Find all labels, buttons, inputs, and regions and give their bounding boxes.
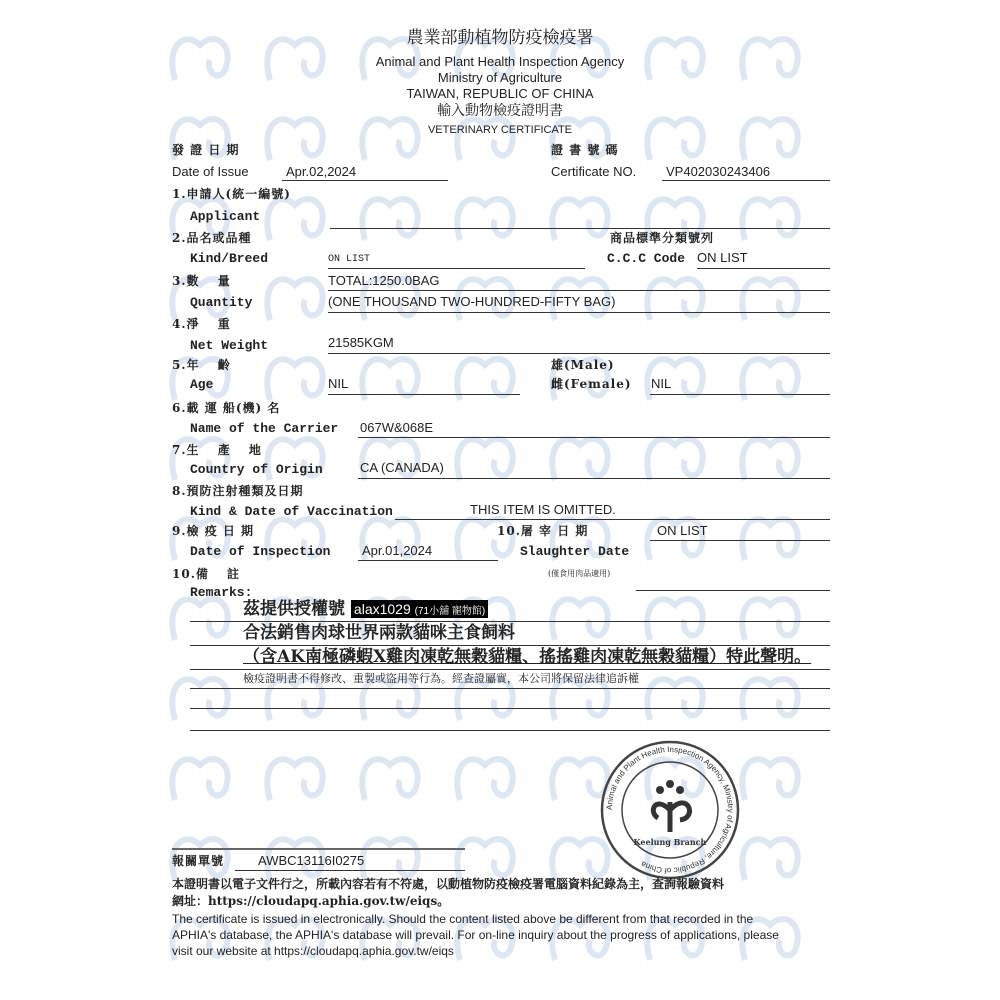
watermark-swirl-icon [457, 439, 512, 480]
watermark-swirl-icon [457, 759, 512, 800]
origin-label: Country of Origin [190, 462, 323, 477]
watermark-swirl-icon [457, 839, 512, 880]
origin-value: CA (CANADA) [360, 460, 444, 475]
remarks-line-4: 檢疫證明書不得修改、重製或盜用等行為。經查證屬實，本公司將保留法律追訴權 [243, 672, 639, 685]
cert-no-value: VP402030243406 [666, 164, 771, 179]
country-en: TAIWAN, REPUBLIC OF CHINA [406, 86, 594, 101]
cert-no-label-cn: 證 書 號 碼 [551, 143, 619, 157]
agency-title-cn: 農業部動植物防疫檢疫署 [406, 28, 594, 48]
watermark-swirl-icon [647, 599, 702, 640]
slaughter-value: ON LIST [657, 523, 708, 538]
remarks-line-1 [243, 599, 488, 619]
weight-value: 21585KGM [328, 335, 394, 350]
stamp-branch: Keelung Branch [633, 837, 707, 847]
watermark-swirl-icon [362, 839, 417, 880]
inspection-label: Date of Inspection [190, 544, 331, 559]
inspection-value: Apr.01,2024 [362, 543, 433, 558]
watermark-swirl-icon [552, 199, 607, 240]
ccc-label: C.C.C Code [607, 251, 686, 266]
origin-label-cn: 7.生 產 地 [172, 443, 262, 457]
remarks-label-cn: 10.備 註 [172, 567, 241, 581]
slaughter-note: (僅食用肉品適用) [548, 569, 611, 578]
ministry-en: Ministry of Agriculture [437, 70, 563, 85]
watermark-swirl-icon [172, 599, 227, 640]
issue-date-value: Apr.02,2024 [286, 164, 357, 179]
remarks-label: Remarks: [190, 585, 253, 600]
watermark-swirl-icon [267, 279, 322, 320]
official-seal-stamp [600, 740, 740, 880]
watermark-swirl-icon [362, 759, 417, 800]
female-value: NIL [651, 376, 672, 391]
watermark-swirl-icon [172, 679, 227, 720]
auth-shop: (71小舖 寵物館) [414, 606, 486, 617]
watermark-swirl-icon [742, 599, 797, 640]
footer-en-1: The certificate is issued in electronically. Should the content listed above be different from that recorded in the [172, 912, 754, 926]
slaughter-label: Slaughter Date [520, 544, 630, 559]
remarks-prefix: 茲提供授權號 [243, 599, 345, 619]
issue-date-label-cn: 發 證 日 期 [172, 143, 240, 157]
age-label: Age [190, 377, 214, 392]
kind-label-cn: 2.品名或品種 [172, 231, 252, 245]
carrier-value: 067W&068E [360, 420, 433, 435]
watermark-swirl-icon [647, 279, 702, 320]
quantity-value: TOTAL:1250.0BAG [328, 273, 440, 288]
weight-label-cn: 4.淨 重 [172, 317, 231, 331]
watermark-swirl-icon [742, 199, 797, 240]
quantity-words: (ONE THOUSAND TWO-HUNDRED-FIFTY BAG) [328, 294, 616, 309]
watermark-swirl-icon [742, 279, 797, 320]
ccc-value: ON LIST [697, 250, 748, 265]
cert-no-label: Certificate NO. [551, 164, 637, 179]
vaccination-value: THIS ITEM IS OMITTED. [470, 502, 616, 517]
weight-label: Net Weight [190, 338, 269, 353]
issue-date-label: Date of Issue [172, 164, 249, 179]
footer-cn-2: 網址：https://cloudapq.aphia.gov.tw/eiqs。 [172, 894, 450, 908]
doc-title-cn: 輸入動物檢疫證明書 [437, 103, 563, 119]
applicant-label-cn: 1.申請人(統一編號) [172, 187, 291, 201]
watermark-swirl-icon [552, 599, 607, 640]
carrier-label-cn: 6.載 運 船(機) 名 [172, 401, 281, 415]
watermark-swirl-icon [267, 359, 322, 400]
doc-title-en: VETERINARY CERTIFICATE [427, 124, 573, 136]
applicant-label: Applicant [190, 209, 261, 224]
vaccination-label: Kind & Date of Vaccination [190, 504, 393, 519]
watermark-swirl-icon [457, 199, 512, 240]
inspection-label-cn: 9.檢 疫 日 期 [172, 524, 255, 538]
male-label: 雄(Male) [551, 358, 615, 372]
female-label: 雌(Female) [551, 377, 632, 391]
kind-value: ON LIST [328, 254, 371, 265]
watermark-swirl-icon [172, 759, 227, 800]
carrier-label: Name of the Carrier [190, 421, 339, 436]
quantity-label: Quantity [190, 295, 253, 310]
watermark-swirl-icon [647, 439, 702, 480]
remarks-line-3: （含AK南極磷蝦X雞肉凍乾無穀貓糧、搖搖雞肉凍乾無穀貓糧）特此聲明。 [243, 647, 812, 667]
watermark-swirl-icon [552, 439, 607, 480]
watermark-swirl-icon [742, 439, 797, 480]
footer-en-2: APHIA's database, the APHIA's database will prevail. For on-line inquiry about the progress of applications, please [172, 928, 779, 942]
customs-value: AWBC13116I0275 [258, 853, 365, 868]
footer-cn-1: 本證明書以電子文件行之，所載內容若有不符處，以動植物防疫檢疫署電腦資料紀錄為主，查詢報驗資料 [172, 877, 725, 891]
vaccination-label-cn: 8.預防注射種類及日期 [172, 484, 304, 498]
age-value: NIL [328, 376, 349, 391]
auth-id: alax1029 [353, 601, 411, 617]
slaughter-label-cn: 10.屠 宰 日 期 [497, 524, 589, 538]
footer-en-3: visit our website at https://cloudapq.aphia.gov.tw/eiqs [172, 944, 454, 958]
watermark-swirl-icon [742, 759, 797, 800]
watermark-swirl-icon [742, 679, 797, 720]
age-label-cn: 5.年 齡 [172, 358, 231, 372]
watermark-swirl-icon [362, 199, 417, 240]
auth-id-highlight [351, 600, 488, 618]
remarks-line-2: 合法銷售肉球世界兩款貓咪主食飼料 [243, 623, 515, 643]
watermark-swirl-icon [267, 199, 322, 240]
stamp-ring-text: Animal and Plant Health Inspection Agency, Ministry of Agriculture, Republic of China [604, 744, 736, 876]
agency-title-en: Animal and Plant Health Inspection Agency [375, 54, 625, 69]
customs-label: 報關單號 [172, 854, 225, 868]
watermark-swirl-icon [742, 839, 797, 880]
ccc-label-cn: 商品標準分類號列 [610, 231, 715, 245]
kind-label: Kind/Breed [190, 251, 269, 266]
watermark-swirl-icon [267, 759, 322, 800]
watermark-swirl-icon [647, 679, 702, 720]
quantity-label-cn: 3.數 量 [172, 274, 231, 288]
